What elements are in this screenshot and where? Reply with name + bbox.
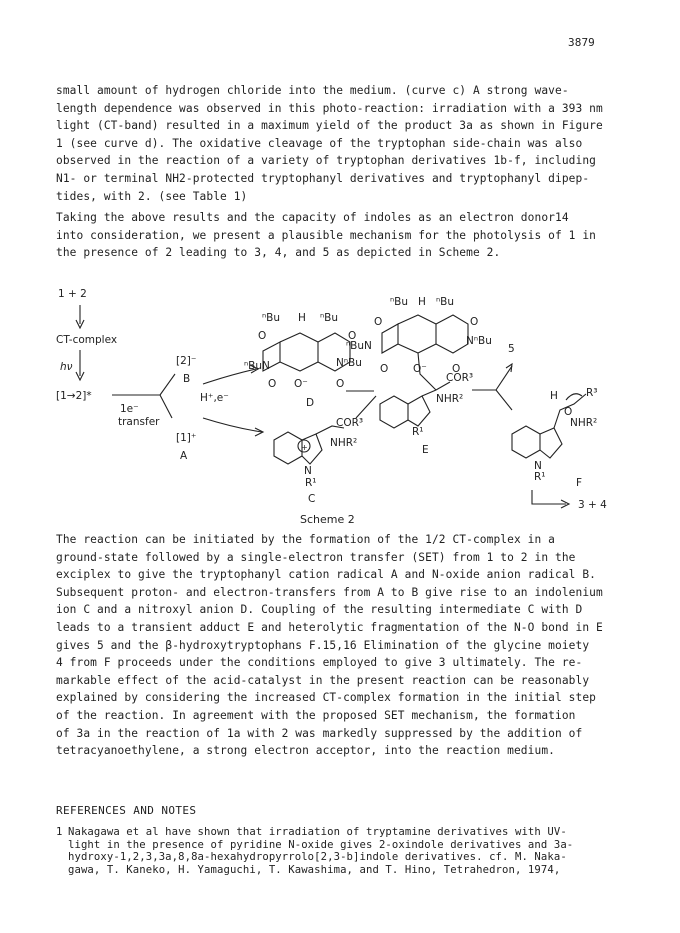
r1-label: R¹ — [412, 426, 424, 438]
r1-label: R¹ — [305, 477, 317, 489]
proton-electron-label: H⁺,e⁻ — [200, 392, 229, 404]
h-label: H — [298, 312, 306, 324]
oxygen-label: O — [470, 316, 479, 328]
references-heading: REFERENCES AND NOTES — [56, 804, 197, 817]
text-line: ground-state followed by a single-electron transfer (SET) from 1 to 2 in the — [56, 550, 576, 564]
oxygen-label: O — [348, 330, 357, 342]
oxygen-label: O — [452, 363, 461, 375]
text-line: The reaction can be initiated by the formation of the 1/2 CT-complex in a — [56, 533, 555, 546]
oxygen-label: O — [258, 330, 267, 342]
text-line: observed in the reaction of a variety of tryptophan derivatives 1b-f, including — [56, 154, 596, 168]
text-line: tetracyanoethylene, a strong electron acceptor, into the reaction medium. — [56, 744, 555, 758]
reference-item — [56, 826, 636, 876]
intermediate-d-label: D — [306, 397, 315, 409]
text-line: light (CT-band) resulted in a maximum yield of the product 3a as shown in Figure — [56, 119, 603, 133]
cor3-label: COR³ — [336, 417, 364, 429]
nbun-label: ⁿBuN — [346, 340, 372, 352]
nitrogen-label: N — [304, 465, 312, 477]
ct-complex-label: CT-complex — [56, 334, 118, 346]
reaction-scheme — [0, 278, 680, 533]
paragraph-results — [56, 82, 628, 205]
nhr2-label: NHR² — [330, 437, 358, 449]
plus-charge-label: + — [301, 443, 308, 452]
nhr2-label: NHR² — [436, 393, 464, 405]
reference-line: gawa, T. Kaneko, H. Yamaguchi, T. Kawashima, and T. Hino, Tetrahedron, 1974, — [68, 863, 561, 876]
intermediate-a-label: A — [180, 450, 188, 462]
paragraph-mechanism-discussion — [56, 531, 628, 760]
text-line: tides, with 2. (see Table 1) — [56, 189, 248, 203]
intermediate-e-label: E — [422, 444, 429, 456]
scheme-start-label: 1 + 2 — [58, 288, 87, 300]
paragraph-mechanism-intro — [56, 209, 628, 262]
text-line: markable effect of the acid-catalyst in the present reaction can be reasonably — [56, 673, 590, 687]
nitrogen-label: N — [534, 460, 542, 472]
oxide-anion-label: O⁻ — [294, 378, 308, 390]
r3-label: R³ — [586, 387, 598, 399]
nbu-label: ⁿBu — [262, 312, 281, 324]
excited-complex-label: [1→2]* — [56, 390, 92, 402]
scheme-caption: Scheme 2 — [300, 513, 355, 526]
text-line: N1- or terminal NH2-protected tryptophanyl derivatives and tryptophanyl dipep- — [56, 171, 590, 185]
one-electron-label: 1e⁻ — [120, 403, 139, 415]
reference-line: hydroxy-1,2,3,3a,8,8a-hexahydropyrrolo[2,3-b]indole derivatives. cf. M. Naka- — [68, 851, 567, 864]
text-line: exciplex to give the tryptophanyl cation radical A and N-oxide anion radical B. — [56, 568, 596, 582]
nbu-label: ⁿBu — [436, 296, 455, 308]
text-line: Subsequent proton- and electron-transfers from A to B give rise to an indolenium — [56, 585, 603, 599]
h-label: H — [418, 296, 426, 308]
cor3-label: COR³ — [446, 372, 474, 384]
r1-label: R¹ — [534, 471, 546, 483]
transfer-label: transfer — [118, 416, 160, 428]
nbu-label: ⁿBu — [390, 296, 409, 308]
nnbu-label: NⁿBu — [336, 357, 362, 369]
text-line: gives 5 and the β-hydroxytryptophans F.15,16 Elimination of the glycine moiety — [56, 638, 590, 652]
text-line: the presence of 2 leading to 3, 4, and 5 as depicted in Scheme 2. — [56, 246, 501, 260]
text-line: length dependence was observed in this photo-reaction: irradiation with a 393 nm — [56, 101, 603, 115]
reference-line: light in the presence of pyridine N-oxide gives 2-oxindole derivatives and 3a- — [68, 838, 574, 851]
nhr2-label: NHR² — [570, 417, 598, 429]
nnbu-label: NⁿBu — [466, 335, 492, 347]
oxygen-label: O — [336, 378, 345, 390]
text-line: leads to a transient adduct E and heterolytic fragmentation of the N-O bond in E — [56, 620, 603, 634]
text-line: 4 from F proceeds under the conditions employed to give 3 ultimately. The re- — [56, 656, 583, 670]
text-line: small amount of hydrogen chloride into the medium. (curve c) A strong wave- — [56, 84, 569, 97]
text-line: into consideration, we present a plausible mechanism for the photolysis of 1 in — [56, 228, 596, 242]
oxygen-label: O — [380, 363, 389, 375]
cation-radical-label: [1]⁺ — [176, 432, 197, 444]
hydrogen-label: H — [550, 390, 558, 402]
reference-number: 1 — [56, 826, 63, 838]
intermediate-f-label: F — [576, 477, 583, 489]
final-products-label: 3 + 4 — [578, 499, 607, 511]
text-line: 1 (see curve d). The oxidative cleavage of the tryptophan side-chain was also — [56, 136, 583, 150]
text-line: of 3a in the reaction of 1a with 2 was markedly suppressed by the addition of — [56, 726, 583, 740]
reference-line: Nakagawa et al have shown that irradiation of tryptamine derivatives with UV- — [68, 826, 567, 838]
nbun-label: ⁿBuN — [244, 360, 270, 372]
oxygen-label: O — [564, 406, 573, 418]
anion-radical-label: [2]⁻ — [176, 355, 197, 367]
intermediate-b-label: B — [183, 373, 191, 385]
oxide-anion-label: O⁻ — [413, 363, 427, 375]
page-number: 3879 — [568, 36, 595, 49]
product-5-label: 5 — [508, 343, 515, 355]
nbu-label: ⁿBu — [320, 312, 339, 324]
oxygen-label: O — [268, 378, 277, 390]
text-line: explained by considering the increased CT-complex formation in the initial step — [56, 691, 596, 705]
intermediate-c-label: C — [308, 493, 316, 505]
text-line: of the reaction. In agreement with the proposed SET mechanism, the formation — [56, 708, 576, 722]
oxygen-label: O — [374, 316, 383, 328]
text-line: ion C and a nitroxyl anion D. Coupling of the resulting intermediate C with D — [56, 603, 583, 617]
text-line: Taking the above results and the capacity of indoles as an electron donor14 — [56, 211, 569, 224]
hv-label: hν — [60, 361, 73, 373]
